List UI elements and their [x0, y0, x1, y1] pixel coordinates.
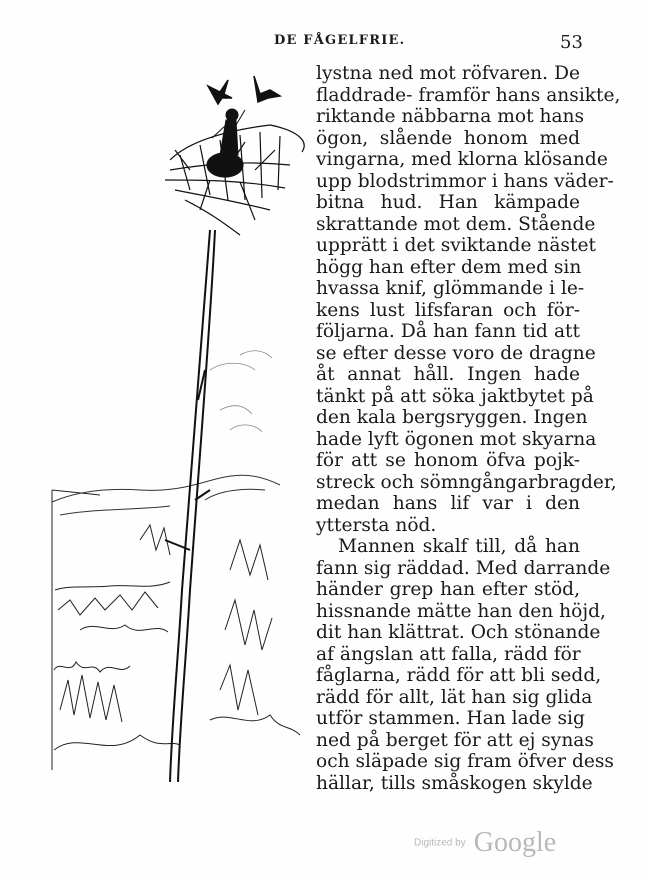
text-line: hällar, tills småskogen skylde [316, 772, 593, 794]
body-text [316, 63, 621, 794]
text-line: fåglarna, rädd för att bli sedd, [316, 665, 602, 686]
text-line: streck och sömngångarbragder, [316, 471, 617, 493]
text-line: fladdrade- framför hans ansikte, [316, 84, 621, 106]
mountain-ridge [52, 475, 280, 515]
text-line: riktande näbbarna mot hans [316, 106, 585, 127]
landscape-frame [52, 490, 100, 770]
flying-birds [208, 76, 280, 104]
text-line: bitna hud. Han kämpade [316, 192, 580, 213]
text-line: rädd för allt, lät han sig glida [316, 686, 593, 708]
text-line: af ängslan att falla, rädd för [316, 643, 581, 665]
man-in-nest [212, 109, 245, 155]
text-line: för att se honom öfva pojk- [316, 450, 580, 471]
tree-nest-illustration [40, 70, 330, 790]
watermark-brand: Google [473, 827, 557, 858]
text-line: hissnande mätte han den höjd, [316, 600, 606, 622]
page-number: 53 [560, 32, 583, 53]
text-line: ned på berget för att ej synas [316, 729, 594, 751]
text-line: kens lust lifsfaran och för- [316, 299, 580, 321]
text-line: medan hans lif var i den [316, 493, 580, 514]
text-line: upprätt i det sviktande nästet [316, 235, 596, 256]
text-line: lystna ned mot röfvaren. De [316, 63, 580, 84]
hillside-vegetation [54, 525, 300, 750]
text-line: följarna. Då han fann tid att [316, 321, 580, 342]
digitized-watermark [414, 827, 556, 859]
tree-trunk [165, 230, 215, 782]
text-line: och släpade sig fram öfver dess [316, 751, 614, 772]
text-line: dit han klättrat. Och stönande [316, 622, 601, 643]
text-line: utför stammen. Han lade sig [316, 708, 585, 729]
text-line: händer grep han efter stöd, [316, 579, 580, 600]
watermark-prefix: Digitized by [414, 837, 466, 849]
text-line: ögon, slående honom med [316, 127, 580, 149]
text-line: fann sig räddad. Med darrande [316, 557, 611, 579]
text-line: upp blodstrimmor i hans väder- [316, 170, 614, 192]
text-line: vingarna, med klorna klösande [316, 149, 608, 170]
paragraph-end-line: yttersta nöd. [316, 514, 437, 536]
paragraph-start-line: Mannen skalf till, då han [338, 536, 580, 557]
text-line: hvassa knif, glömmande i le- [316, 278, 585, 299]
text-line: åt annat håll. Ingen hade [316, 364, 580, 385]
running-header-title: DE FÅGELFRIE. [274, 33, 406, 48]
sky-clouds [210, 351, 272, 432]
text-line: se efter desse voro de dragne [316, 342, 596, 364]
text-line: tänkt på att söka jaktbytet på [316, 385, 594, 407]
text-line: högg han efter dem med sin [316, 256, 582, 278]
text-line: hade lyft ögonen mot skyarna [316, 428, 597, 450]
text-line: den kala bergsryggen. Ingen [316, 407, 588, 428]
text-line: skrattande mot dem. Stående [316, 213, 596, 235]
